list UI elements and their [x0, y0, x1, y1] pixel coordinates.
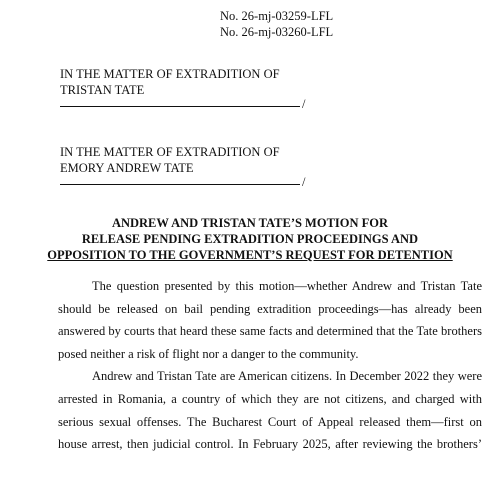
- paragraph-2-line: Andrew and Tristan Tate are American citizens. In December 2022 they were: [92, 369, 482, 384]
- paragraph-1-line: posed neither a risk of flight nor a danger to the community.: [58, 346, 359, 361]
- paragraph-1-line: The question presented by this motion—whether Andrew and Tristan Tate: [92, 279, 482, 293]
- caption-rule: [60, 97, 306, 112]
- caption-slash: /: [302, 175, 306, 189]
- paragraph-2-line: arrested in Romania, a country of which they are not citizens, and charged with: [58, 391, 482, 406]
- caption-rule: [60, 175, 306, 190]
- case-caption-tristan: [60, 66, 306, 112]
- paragraph-2-line: serious sexual offenses. The Bucharest Court of Appeal released them—first on: [58, 414, 482, 429]
- case-number-2: No. 26-mj-03260-LFL: [220, 25, 334, 39]
- caption-slash: /: [302, 97, 306, 111]
- motion-title: [0, 215, 500, 263]
- caption-party-name: EMORY ANDREW TATE: [60, 161, 194, 175]
- title-line-2: RELEASE PENDING EXTRADITION PROCEEDINGS AND: [81, 232, 419, 246]
- caption-underline: [60, 184, 300, 185]
- paragraph-1-line: answered by courts that heard these same facts and determined that the Tate brothers: [58, 324, 482, 339]
- paragraph-1-line: should be released on bail pending extradition proceedings—has already been: [58, 301, 482, 316]
- case-number-1: No. 26-mj-03259-LFL: [220, 9, 334, 23]
- caption-line: IN THE MATTER OF EXTRADITION OF: [60, 145, 280, 159]
- motion-body: [58, 275, 482, 456]
- title-line-1: ANDREW AND TRISTAN TATE’S MOTION FOR: [111, 216, 389, 230]
- case-numbers: [220, 8, 333, 40]
- caption-underline: [60, 106, 300, 107]
- paragraph-2-line: house arrest, then judicial control. In February 2025, after reviewing the brothers’: [58, 437, 482, 452]
- case-caption-andrew: [60, 144, 306, 190]
- caption-party-name: TRISTAN TATE: [60, 83, 145, 97]
- title-line-3: OPPOSITION TO THE GOVERNMENT’S REQUEST FOR DETENTION: [47, 248, 453, 262]
- caption-line: IN THE MATTER OF EXTRADITION OF: [60, 67, 280, 81]
